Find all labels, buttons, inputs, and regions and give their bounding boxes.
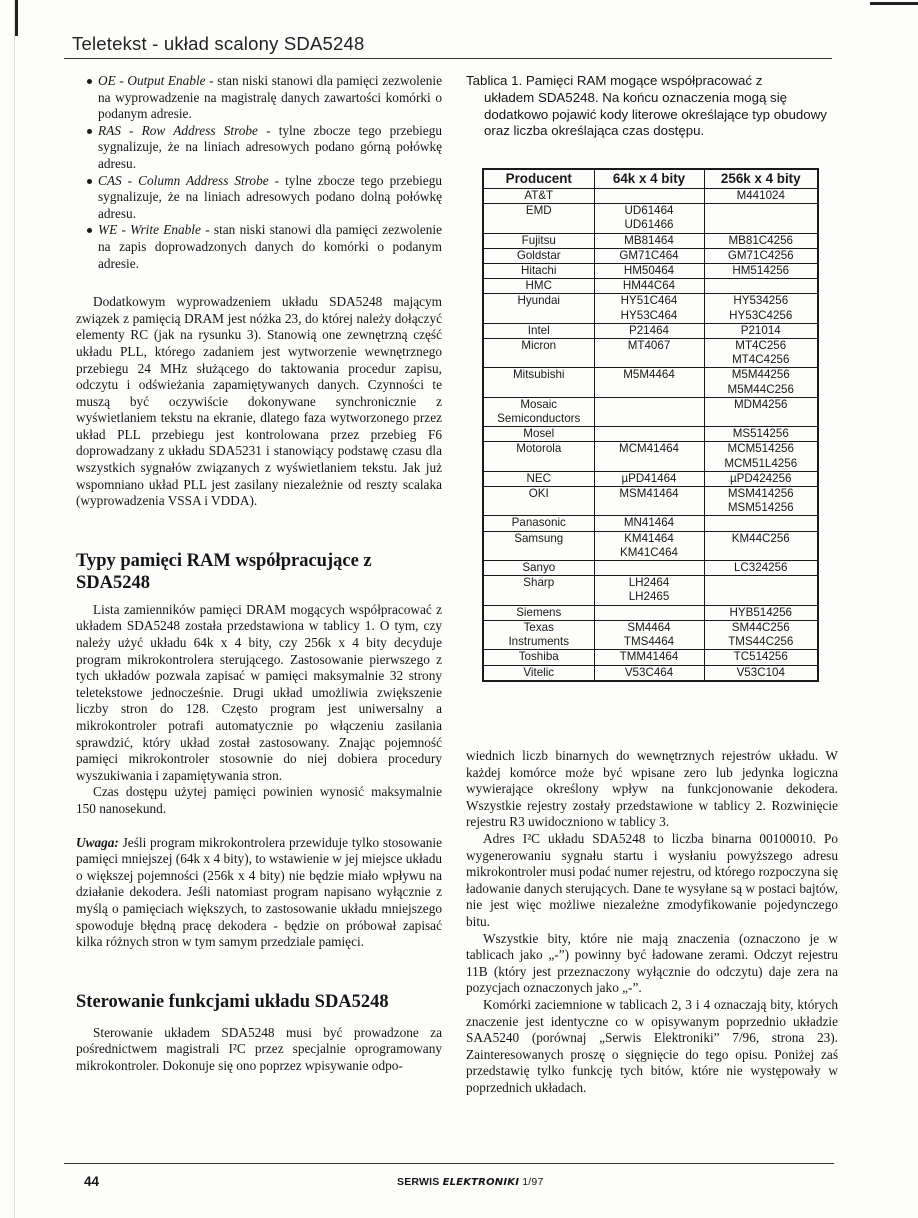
heading-control: Sterowanie funkcjami układu SDA5248 [76, 991, 389, 1012]
signal-description: - tylne zbocze tego przebiegu sygnalizuje, że na liniach adresowych podano górną połówkę adresu. [98, 122, 443, 171]
table-cell [704, 204, 818, 233]
cell-line: TMS44C256 [728, 635, 794, 649]
table-cell [483, 427, 594, 442]
paragraph-registers: wiednich liczb binarnych do wewnętrznych rejestrów układu. W każdej komórce może być wpisane zero lub jedynka logiczna wywierające określony wpływ na funkcjonowanie dekodera. Wszystkie rejestry zostały przedstawione w tablicy 2. Rozwinięcie rejestru R3 uwidoczniono w tablicy 3. [466, 748, 838, 830]
table-row [483, 561, 818, 576]
cell-line: SM4464 [627, 620, 671, 634]
table-cell [704, 471, 818, 486]
right-column-top [466, 73, 838, 140]
note-label: Uwaga: [76, 834, 119, 850]
signal-description: - tylne zbocze tego przebiegu sygnalizuje, że na liniach adresowych podano dolną połówkę adresu. [98, 172, 442, 221]
paragraph-dont-care-bits: Wszystkie bity, które nie mają znaczenia (oznaczono je w tablicach jako „-”) powinny być ładowane zerami. Odczyt rejestru 11B (który jest przeznaczony wyłącznie do odczytu) daje zera na pozycjach oznaczonych jako „-”. [466, 930, 838, 996]
footer-rule [64, 1163, 834, 1164]
table-row [483, 264, 818, 279]
cell-line: LC324256 [733, 561, 788, 575]
table-row [483, 605, 818, 620]
cell-line: MCM41464 [619, 442, 679, 456]
table-cell [704, 487, 818, 516]
bullet-icon [87, 179, 92, 184]
table-cell [594, 189, 704, 204]
cell-line: HY53C4256 [729, 308, 793, 322]
table-cell [594, 339, 704, 368]
page-number: 44 [84, 1174, 100, 1189]
cell-line: Semiconductors [497, 412, 581, 426]
table-cell [483, 204, 594, 233]
signal-list [76, 73, 442, 272]
table-cell [704, 561, 818, 576]
table-cell [483, 665, 594, 681]
cell-line: µPD41464 [621, 471, 677, 485]
list-item [76, 73, 442, 123]
cell-line [595, 606, 704, 620]
cell-line: Intel [527, 323, 550, 337]
signal-description: - stan niski stanowi dla pamięci zezwolenie na zapis doprowadzonych danych do komórki o podanym adresie. [98, 222, 443, 271]
table-cell [704, 665, 818, 681]
table-row [483, 248, 818, 263]
cell-line: V53C464 [624, 665, 674, 679]
cell-line: MN41464 [623, 516, 675, 530]
cell-line: KM41464 [624, 531, 674, 545]
cell-line [705, 204, 818, 218]
cell-line: GM71C464 [619, 248, 679, 262]
cell-line: HY534256 [733, 294, 789, 308]
note-text: Jeśli program mikrokontrolera przewiduje tylko stosowanie pamięci mniejszej (64k x 4 bity), to wstawienie w jej miejsce układu o większej pojemności (256k x 4 bity) nie będzie miało wpływu na działanie dekodera. Jeśli natomiast program napisano wyłącznie z myślą o pamięciach większych, to zastosowanie układu mniejszego spowoduje błędną pracę dekodera - będzie on próbował zapisać kilka różnych stron w tym samym przedziale pamięci. [76, 834, 442, 950]
cell-line: Panasonic [511, 516, 566, 530]
cell-line: M5M44C256 [727, 382, 794, 396]
cell-line: MDM4256 [734, 397, 788, 411]
cell-line: Hyundai [517, 294, 561, 308]
table-cell [594, 471, 704, 486]
bullet-icon [87, 129, 92, 134]
cell-line [705, 279, 818, 293]
cell-line: HM514256 [732, 264, 790, 278]
table-row [483, 650, 818, 665]
table-cell [704, 442, 818, 471]
cell-line: TC514256 [733, 650, 788, 664]
cell-line: Samsung [514, 531, 564, 545]
table-cell [704, 650, 818, 665]
cell-line [595, 427, 704, 441]
left-column [76, 73, 442, 1075]
cell-line: HM44C64 [622, 279, 676, 293]
cell-line: Hitachi [521, 264, 557, 278]
cell-line: KM44C256 [731, 531, 790, 545]
table-caption-rest: układem SDA5248. Na końcu oznaczenia mogą się dodatkowo pojawić kody literowe określające typ obudowy oraz liczba określająca czas dostępu. [484, 89, 827, 139]
table-cell [594, 279, 704, 294]
cell-line: MT4067 [627, 339, 671, 353]
table-cell [704, 427, 818, 442]
table-cell [594, 650, 704, 665]
signal-description: - stan niski stanowi dla pamięci zezwolenie na wyprowadzenie na magistralę danych zawartości komórki o podanym adresie. [98, 73, 443, 122]
cell-line [595, 189, 704, 203]
table-cell [594, 204, 704, 233]
cell-line: UD61464 [624, 204, 674, 218]
cell-line: Siemens [516, 605, 562, 619]
table-cell [483, 561, 594, 576]
table-row [483, 294, 818, 323]
cell-line: µPD424256 [730, 471, 792, 485]
cell-line: M441024 [736, 189, 785, 202]
paragraph-shaded-cells: Komórki zaciemnione w tablicach 2, 3 i 4 oznaczają bity, których znaczenie jest identyczne co w opisywanym poprzednio układzie SAA5240 (porównaj „Serwis Elektroniki” 7/96, strona 23). Zainteresowanych proszę o sięgnięcie do tego opisu. Poniżej zaś przedstawię tylko funkcję tych bitów, które nie występowały w poprzednich układach. [466, 996, 838, 1095]
table-row [483, 620, 818, 649]
magazine-brand: ELEKTRONIKI [442, 1177, 520, 1188]
cell-line: MS514256 [732, 427, 789, 441]
table-row [483, 442, 818, 471]
table-cell [594, 368, 704, 397]
list-item [76, 173, 442, 223]
cell-line: TMM41464 [619, 650, 679, 664]
table-cell [483, 368, 594, 397]
cell-line: Motorola [516, 442, 562, 456]
cell-line: P21464 [629, 323, 669, 337]
cell-line: Mosel [523, 427, 555, 441]
cell-line: GM71C4256 [727, 248, 794, 262]
list-item [76, 123, 442, 173]
cell-line: Toshiba [518, 650, 559, 664]
table-row [483, 531, 818, 560]
table-row [483, 204, 818, 233]
table-cell [704, 323, 818, 338]
cell-line: MT4C256 [735, 339, 787, 353]
table-cell [594, 442, 704, 471]
cell-line: SM44C256 [731, 620, 790, 634]
cell-line: V53C104 [736, 665, 785, 679]
table-cell [594, 561, 704, 576]
table-row [483, 189, 818, 204]
cell-line: NEC [526, 471, 551, 485]
note-block [76, 835, 442, 951]
table-cell [704, 576, 818, 605]
cell-line: MSM514256 [727, 501, 794, 515]
cell-line: MCM514256 [727, 442, 794, 456]
table-row [483, 323, 818, 338]
running-header: Teletekst - układ scalony SDA5248 [72, 33, 365, 54]
table-header-row [483, 169, 818, 189]
cell-line [595, 561, 704, 575]
cell-line: HY51C464 [620, 294, 678, 308]
table-cell [704, 368, 818, 397]
cell-line: TMS4464 [623, 635, 675, 649]
table-cell [483, 294, 594, 323]
cell-line: Mitsubishi [512, 368, 565, 382]
table-cell [483, 471, 594, 486]
cell-line: Micron [521, 339, 557, 353]
table-cell [483, 189, 594, 204]
column-header: 256k x 4 bity [704, 169, 818, 189]
table-row [483, 279, 818, 294]
table-cell [594, 487, 704, 516]
cell-line: Mosaic [520, 397, 558, 411]
cell-line: MSM41464 [619, 487, 679, 501]
signal-term: RAS - Row Address Strobe [98, 122, 258, 138]
paragraph-control: Sterowanie układem SDA5248 musi być prowadzone za pośrednictwem magistrali I²C przez specjalnie oprogramowany mikrokontroler. Dokonuje się ono poprzez wpisywanie odpo- [76, 1024, 442, 1073]
table-cell [594, 248, 704, 263]
table-cell [594, 665, 704, 681]
table-row [483, 576, 818, 605]
table-cell [594, 427, 704, 442]
table-cell [483, 248, 594, 263]
paragraph-memory-list: Lista zamienników pamięci DRAM mogących współpracować z układem SDA5248 została przedstawiona w tablicy 1. O tym, czy należy użyć układu 64k x 4 bity, czy 256k x 4 bity decyduje program mikrokontrolera sterującego. Zastosowanie pierwszego z tych układów pozwala zapisać w pamięci maksymalnie 32 strony teletekstowe jednocześnie. Drugi układ umożliwia zwiększenie liczby stron do 128. Często program jest uniwersalny a mikrokontroler potrafi automatycznie po włączeniu zasilania sprawdzić, który układ został zastosowany. Znając pojemność pamięci mikrokontroler stosownie do niej dobiera procedury wyszukiwania i zapamiętywania stron. [76, 601, 442, 783]
table-row [483, 516, 818, 531]
cell-line: MT4C4256 [732, 353, 790, 367]
table-row [483, 487, 818, 516]
paragraph-access-time: Czas dostępu użytej pamięci powinien wynosić maksymalnie 150 nanosekund. [76, 784, 442, 816]
cell-line: HYB514256 [729, 605, 793, 619]
scan-edge [14, 0, 15, 1218]
cell-line: HY53C464 [620, 308, 678, 322]
cell-line: MSM414256 [727, 487, 794, 501]
column-header: 64k x 4 bity [594, 169, 704, 189]
table-caption [466, 73, 838, 140]
table-cell [704, 189, 818, 204]
table-cell [594, 531, 704, 560]
cell-line: LH2464 [628, 576, 670, 590]
cell-line [705, 516, 818, 530]
cell-line: Sharp [523, 576, 555, 590]
paragraph-pll: Dodatkowym wyprowadzeniem układu SDA5248 mającym związek z pamięcią DRAM jest nóżka 23, do której należy dołączyć elementy RC (jak na rysunku 3). Stanowią one zewnętrzną część układu PLL, którego zadaniem jest wytworzenie wewnętrznego przebiegu 24 MHz służącego do taktowania procedur zapisu, odczytu i odświeżania zapamiętywanych danych. Czynności te muszą być oczywiście dokonywane synchronicznie z wyświetlaniem tekstu na ekranie, dlatego faza wytworzonego przez układ PLL przebiegu jest kontrolowana przez przebieg F6 doprowadzany z układu SDA5231 i stanowiący podstawę czasu dla wszystkich sygnałów związanych z wyświetlaniem tekstu. Jak już wspomniano układ PLL jest zasilany niezależnie od reszty scalaka (wyprowadzenia VSSA i VDDA). [76, 294, 442, 509]
cell-line: Vitelic [523, 665, 555, 679]
table-cell [483, 233, 594, 248]
bullet-icon [87, 228, 92, 233]
table-cell [704, 279, 818, 294]
signal-term: OE - Output Enable [98, 73, 206, 88]
table-cell [704, 397, 818, 426]
table-caption-first-line: Tablica 1. Pamięci RAM mogące współpracować z [466, 73, 763, 88]
scan-mark [870, 2, 918, 5]
cell-line: LH2465 [628, 590, 670, 604]
table-cell [704, 516, 818, 531]
table-cell [483, 516, 594, 531]
table-row [483, 397, 818, 426]
cell-line [705, 576, 818, 590]
cell-line: OKI [528, 487, 549, 501]
table-cell [483, 264, 594, 279]
cell-line: Fujitsu [521, 233, 556, 247]
cell-line: Texas [523, 620, 554, 634]
cell-line: AT&T [524, 189, 554, 202]
table-cell [483, 339, 594, 368]
table-cell [704, 531, 818, 560]
heading-ram-types: Typy pamięci RAM współpracujące z SDA5248 [76, 550, 372, 593]
cell-line: MCM51L4256 [724, 456, 798, 470]
issue-number: 1/97 [519, 1176, 544, 1188]
table-cell [594, 233, 704, 248]
table-cell [483, 531, 594, 560]
cell-line: MB81C4256 [728, 233, 793, 247]
table-cell [594, 516, 704, 531]
table-cell [704, 294, 818, 323]
signal-term: CAS - Column Address Strobe [98, 172, 269, 188]
memory-table [482, 168, 819, 682]
table-cell [483, 605, 594, 620]
table-row [483, 665, 818, 681]
table-cell [483, 397, 594, 426]
cell-line: MB81464 [624, 233, 674, 247]
table-cell [594, 323, 704, 338]
table-cell [483, 487, 594, 516]
table-cell [704, 620, 818, 649]
table-body [483, 189, 818, 681]
magazine-footer [397, 1176, 544, 1188]
table-cell [704, 233, 818, 248]
table-cell [483, 650, 594, 665]
table-cell [594, 264, 704, 279]
table-row [483, 368, 818, 397]
cell-line: Goldstar [516, 248, 561, 262]
cell-line: HMC [525, 279, 552, 293]
cell-line: EMD [525, 204, 552, 218]
signal-term: WE - Write Enable [98, 222, 201, 238]
table-cell [483, 279, 594, 294]
cell-line: KM41C464 [619, 545, 678, 559]
table-row [483, 471, 818, 486]
table-cell [704, 248, 818, 263]
table-cell [483, 323, 594, 338]
cell-line: Sanyo [522, 561, 556, 575]
cell-line: P21014 [740, 323, 781, 337]
cell-line: UD61466 [624, 218, 674, 232]
cell-line: Instruments [508, 635, 570, 649]
table-cell [594, 294, 704, 323]
table-cell [704, 339, 818, 368]
bullet-icon [87, 79, 92, 84]
list-item [76, 222, 442, 272]
cell-line [595, 398, 704, 412]
scan-mark [15, 0, 18, 36]
table-cell [704, 264, 818, 279]
table-row [483, 427, 818, 442]
table-cell [704, 605, 818, 620]
table-cell [483, 576, 594, 605]
table-cell [594, 620, 704, 649]
cell-line: M5M4464 [623, 368, 675, 382]
paragraph-i2c-address: Adres I²C układu SDA5248 to liczba binarna 00100010. Po wygenerowaniu sygnału startu i wysłaniu powyższego adresu mikrokontroler musi podać numer rejestru, od którego rozpoczyna się ładowanie danych sterujących. Dane te wysyłane są w postaci bajtów, nie jest więc możliwe niezależne zmodyfikowanie pojedynczego bitu. [466, 830, 838, 929]
cell-line: M5M44256 [731, 368, 790, 382]
table-cell [483, 442, 594, 471]
table-row [483, 339, 818, 368]
column-header: Producent [483, 169, 594, 189]
magazine-prefix: SERWIS [397, 1176, 443, 1188]
table-cell [594, 397, 704, 426]
table-cell [483, 620, 594, 649]
table-cell [594, 576, 704, 605]
table-row [483, 233, 818, 248]
table-cell [594, 605, 704, 620]
cell-line: HM50464 [623, 264, 675, 278]
header-rule [64, 58, 832, 59]
right-column-bottom [466, 748, 838, 1096]
